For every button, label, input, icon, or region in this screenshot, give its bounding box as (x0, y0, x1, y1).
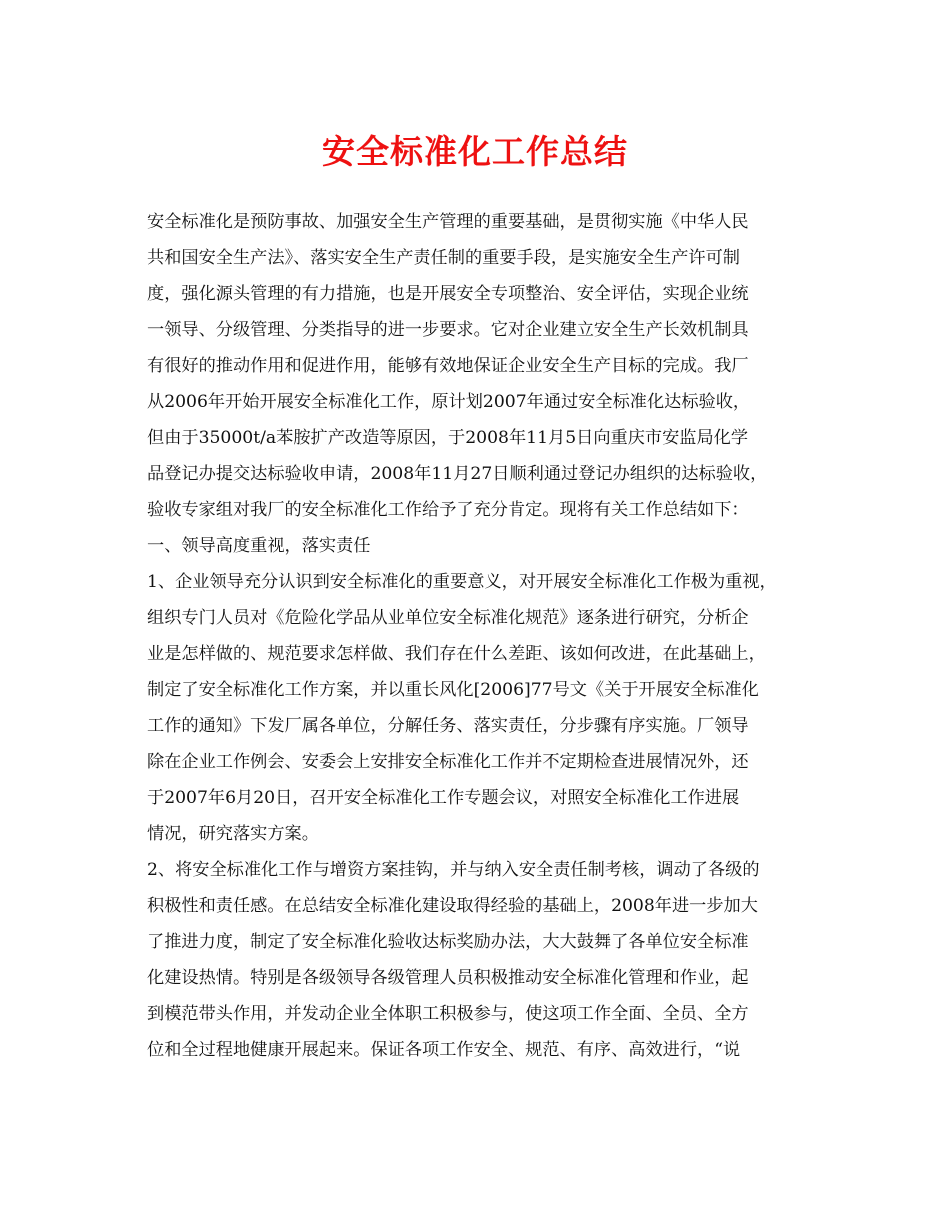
paragraph-line: 位和全过程地健康开展起来。保证各项工作安全、规范、有序、高效进行，“说 (147, 1040, 741, 1060)
paragraph-line: 到模范带头作用，并发动企业全体职工积极参与，使这项工作全面、全员、全方 (147, 1004, 749, 1024)
paragraph-line: 业是怎样做的、规范要求怎样做、我们存在什么差距、该如何改进，在此基础上， (147, 644, 766, 664)
paragraph-line: 情况，研究落实方案。 (147, 824, 319, 844)
document-body (147, 204, 837, 1068)
paragraph-line: 安全标准化是预防事故、加强安全生产管理的重要基础，是贯彻实施《中华人民 (147, 212, 749, 232)
paragraph-line: 组织专门人员对《危险化学品从业单位安全标准化规范》逐条进行研究，分析企 (147, 608, 749, 628)
paragraph-line: 有很好的推动作用和促进作用，能够有效地保证企业安全生产目标的完成。我厂 (147, 356, 749, 376)
paragraph-line: 验收专家组对我厂的安全标准化工作给予了充分肯定。现将有关工作总结如下： (147, 500, 749, 520)
paragraph-line: 于2007年6月20日，召开安全标准化工作专题会议，对照安全标准化工作进展 (147, 788, 740, 808)
paragraph-line: 度，强化源头管理的有力措施，也是开展安全专项整治、安全评估，实现企业统 (147, 284, 749, 304)
paragraph-line: 共和国安全生产法》、落实安全生产责任制的重要手段，是实施安全生产许可制 (147, 248, 740, 268)
paragraph-line: 了推进力度，制定了安全标准化验收达标奖励办法，大大鼓舞了各单位安全标准 (147, 932, 749, 952)
paragraph-line: 2、将安全标准化工作与增资方案挂钩，并与纳入安全责任制考核，调动了各级的 (147, 860, 760, 880)
paragraph-line: 化建设热情。特别是各级领导各级管理人员积极推动安全标准化管理和作业，起 (147, 968, 749, 988)
paragraph-line: 制定了安全标准化工作方案，并以重长风化[2006]77号文《关于开展安全标准化 (147, 680, 759, 700)
paragraph-line: 品登记办提交达标验收申请，2008年11月27日顺利通过登记办组织的达标验收， (147, 464, 768, 484)
page-title: 安全标准化工作总结 (322, 132, 628, 171)
paragraph-line: 从2006年开始开展安全标准化工作，原计划2007年通过安全标准化达标验收， (147, 392, 751, 412)
paragraph-line: 工作的通知》下发厂属各单位，分解任务、落实责任，分步骤有序实施。厂领导 (147, 716, 749, 736)
paragraph-line: 除在企业工作例会、安委会上安排安全标准化工作并不定期检查进展情况外，还 (147, 752, 749, 772)
paragraph-line: 一、领导高度重视，落实责任 (147, 536, 371, 556)
paragraph-line: 积极性和责任感。在总结安全标准化建设取得经验的基础上，2008年进一步加大 (147, 896, 758, 916)
paragraph-line: 1、企业领导充分认识到安全标准化的重要意义，对开展安全标准化工作极为重视， (147, 572, 777, 592)
paragraph-line: 但由于35000t/a苯胺扩产改造等原因，于2008年11月5日向重庆市安监局化学 (147, 428, 749, 448)
paragraph-line: 一领导、分级管理、分类指导的进一步要求。它对企业建立安全生产长效机制具 (147, 320, 749, 340)
